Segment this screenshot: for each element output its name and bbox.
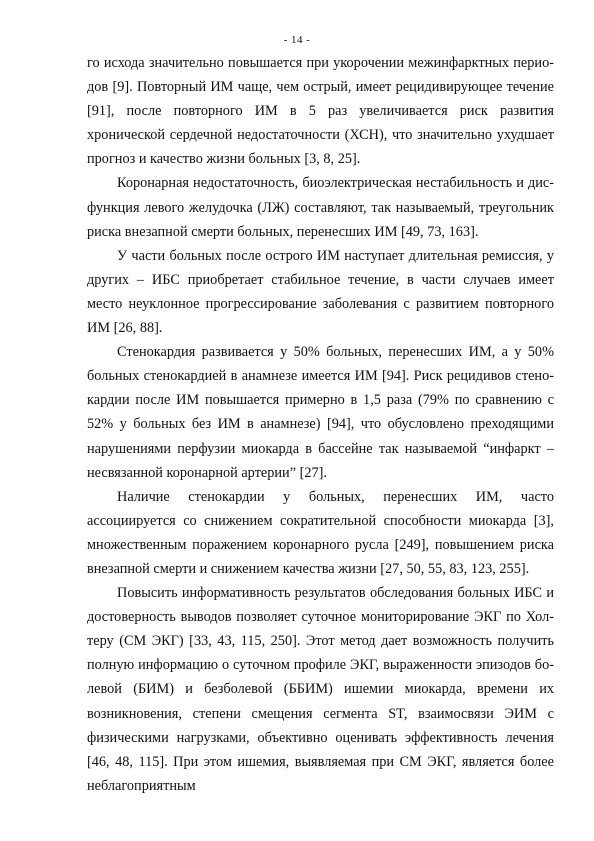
body-text <box>87 51 554 798</box>
paragraph: Повысить информативность результатов обследования больных ИБС и достоверность выводов позволяет суточное мониторирование ЭКГ по Холтеру (СМ ЭКГ) [33, 43, 115, 250]. Этот метод дает возможность получить полную информацию о суточном профиле ЭКГ, выраженности эпизодов болевой (БИМ) и безболевой (ББИМ) ишемии миокарда, времени их возникновения, степени смещения сегмента ST, взаимосвязи ЭИМ с физическими нагрузками, объективно оценивать эффективность лечения [46, 48, 115]. При этом ишемия, выявляемая при СМ ЭКГ, является более неблагоприятным <box>87 585 554 794</box>
paragraph-continued: го исхода значительно повышается при укорочении межинфарктных периодов [9]. Повторный ИМ чаще, чем острый, имеет рецидивирующее течение [91], после повторного ИМ в 5 раз увеличивается риск развития хронической сердечной недостаточности (ХСН), что значительно ухудшает прогноз и качество жизни больных [3, 8, 25]. <box>87 55 554 168</box>
paragraph: Коронарная недостаточность, биоэлектрическая нестабильность и дисфункция левого желудочка (ЛЖ) составляют, так называемый, треугольник риска внезапной смерти больных, перенесших ИМ [49, 73, 163]. <box>87 175 554 240</box>
paragraph: Стенокардия развивается у 50% больных, перенесших ИМ, а у 50% больных стенокардией в анамнезе имеется ИМ [94]. Риск рецидивов стенокардии после ИМ повышается примерно в 1,5 раза (79% по сравнению с 52% у больных без ИМ в анамнезе) [94], что обусловлено преходящими нарушениями перфузии миокарда в бассейне так называемой “инфаркт – несвязанной коронарной артерии” [27]. <box>87 344 554 481</box>
paragraph: Наличие стенокардии у больных, перенесших ИМ, часто ассоциируется со снижением сократительной способности миокарда [3], множественным поражением коронарного русла [249], повышением риска внезапной смерти и снижением качества жизни [27, 50, 55, 83, 123, 255]. <box>87 488 554 577</box>
page-number: - 14 - <box>283 34 311 46</box>
paragraph: У части больных после острого ИМ наступает длительная ремиссия, у других – ИБС приобретает стабильное течение, в части случаев имеет место неуклонное прогрессирование заболевания с развитием повторного ИМ [26, 88]. <box>87 247 554 337</box>
